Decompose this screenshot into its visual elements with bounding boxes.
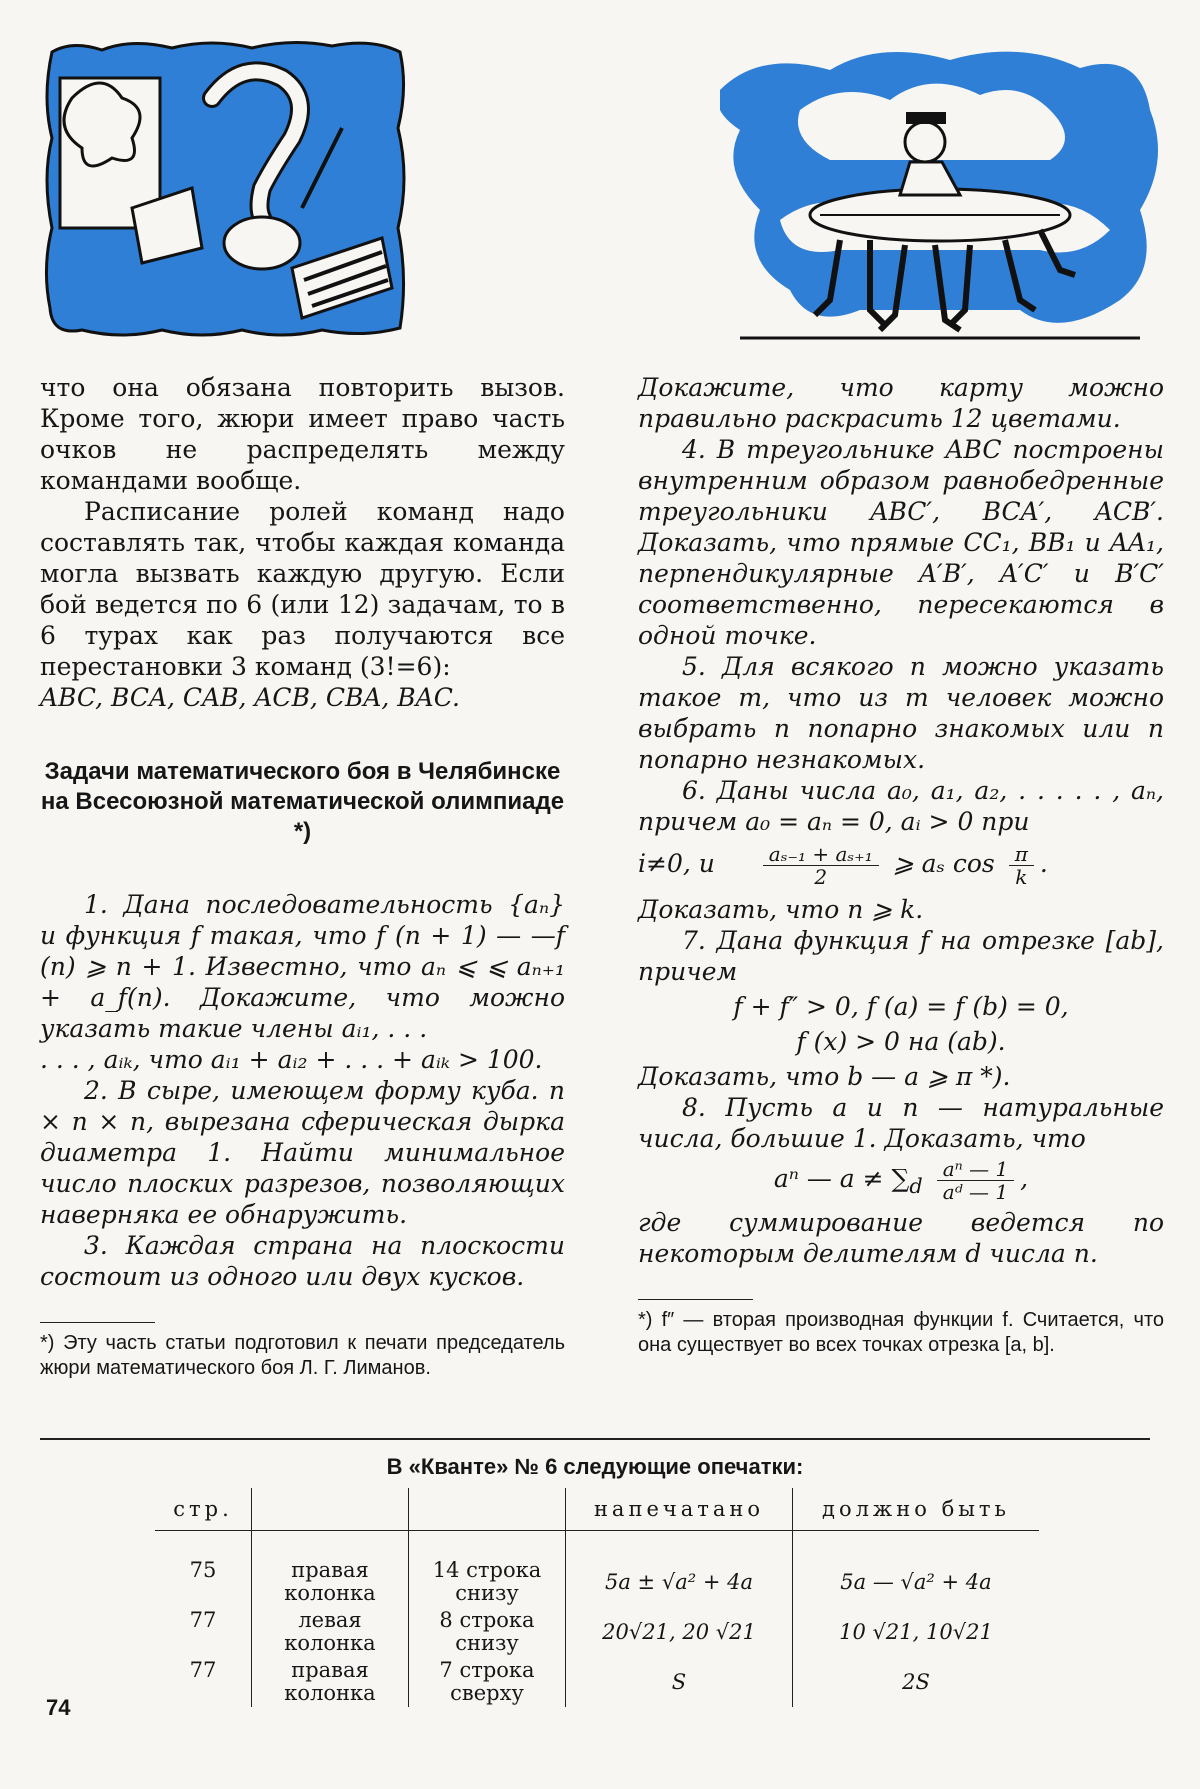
task-6-condition-mid: ⩾ aₛ cos xyxy=(892,849,995,878)
permutations-line: ABC, BCA, CAB, ACB, CBA, BAC. xyxy=(40,683,460,712)
cell-page: 77 xyxy=(189,1658,217,1682)
task-6-k: k xyxy=(1015,865,1028,889)
errata-rule xyxy=(40,1438,1150,1440)
footnote-right: *) f″ — вторая производная функции f. Считается, что она существует во всех точках отрезка [a, b]. xyxy=(638,1309,1164,1356)
task-3-continued: Докажите, что карту можно правильно раскрасить 12 цветами. xyxy=(638,373,1164,433)
task-2: 2. В сыре, имеющем форму куба. n × n × n, вырезана сферическая дырка диаметра 1. Найти минимальное число плоских разрезов, позволяющих наверняка ее обнаружить. xyxy=(40,1076,565,1229)
question-mark-painter-illustration xyxy=(42,38,410,340)
task-8-fraction-num: aⁿ — 1 xyxy=(937,1158,1014,1181)
task-1: 1. Дана последовательность {aₙ} и функция f такая, что f (n + 1) — —f (n) ⩾ n + 1. Известно, что aₙ ⩽ ⩽ aₙ₊₁ + a_f(n). Докажите, что можно указать такие члены aᵢ₁, . . . xyxy=(40,890,565,1043)
cell-printed: 5a ± √a² + 4a xyxy=(566,1531,793,1608)
cell-correct: 10 √21, 10√21 xyxy=(793,1607,1040,1657)
task-7-formula-2: f (x) > 0 на (ab). xyxy=(796,1027,1006,1056)
task-5: 5. Для всякого n можно указать такое m, что из m человек можно выбрать n попарно знакомых или n попарно незнакомых. xyxy=(638,652,1164,774)
section-heading: Задачи математического боя в Челябинске на Всесоюзной математической олимпиаде *) xyxy=(40,758,565,845)
task-8-fraction xyxy=(937,1158,1014,1203)
cell-line: 7 строка сверху xyxy=(409,1657,566,1707)
header-correct: должно быть xyxy=(793,1488,1040,1531)
cell-printed: 20√21, 20 √21 xyxy=(566,1607,793,1657)
task-4: 4. В треугольнике ABC построены внутренним образом равнобедренные треугольники ABC′, BCA′, ACB′. Доказать, что прямые CC₁, BB₁ и AA₁, перпендикулярные A′B′, A′C′ и B′C′ соответственно, пересекаются в одной точке. xyxy=(638,435,1164,650)
task-6-fraction-num: aₛ₋₁ + aₛ₊₁ xyxy=(763,843,879,866)
cell-line: 14 строка снизу xyxy=(409,1531,566,1608)
task-8-formula-left: aⁿ — a ≠ ∑ xyxy=(773,1164,910,1193)
cell-column: левая колонка xyxy=(252,1607,409,1657)
cell-line: 8 строка снизу xyxy=(409,1607,566,1657)
task-6-pi: π xyxy=(1009,843,1034,866)
right-column xyxy=(638,372,1164,1358)
cell-correct: 5a — √a² + 4a xyxy=(793,1531,1040,1608)
task-6-condition: i≠0, и $\frac{\text{aₛ₋₁ + aₛ₊₁}}{2}$ ⩾ aₛ cos $\frac{\pi}{k}$ . xyxy=(638,842,1048,889)
task-6-condition-left: i≠0, и xyxy=(638,849,715,878)
errata-header-row xyxy=(155,1488,1039,1531)
cell-correct: 2S xyxy=(793,1657,1040,1707)
footnote-rule-right xyxy=(638,1299,753,1300)
header-printed: напечатано xyxy=(566,1488,793,1531)
paragraph-intro: что она обязана повторить вызов. Кроме того, жюри имеет право часть очков не распределять между командами вообще. xyxy=(40,373,565,495)
task-1-inequality: . . . , aᵢₖ, что aᵢ₁ + aᵢ₂ + . . . + aᵢₖ > 100. xyxy=(40,1045,543,1074)
header-line xyxy=(409,1488,566,1531)
task-7-conclusion: Доказать, что b — a ⩾ π *). xyxy=(638,1062,1011,1091)
errata-title: В «Кванте» № 6 следующие опечатки: xyxy=(386,1454,804,1479)
errata-section xyxy=(40,1438,1150,1707)
table-row xyxy=(155,1607,1039,1657)
cell-column: правая колонка xyxy=(252,1657,409,1707)
table-row xyxy=(155,1657,1039,1707)
left-column xyxy=(40,372,565,1381)
task-6-conclusion: Доказать, что n ⩾ k. xyxy=(638,895,924,924)
cell-column: правая колонка xyxy=(252,1531,409,1608)
task-8: 8. Пусть a и n — натуральные числа, большие 1. Доказать, что xyxy=(638,1093,1164,1153)
task-6: 6. Даны числа a₀, a₁, a₂, . . . . . , aₙ, причем a₀ = aₙ = 0, aᵢ > 0 при xyxy=(638,776,1164,836)
page-number: 74 xyxy=(46,1695,71,1720)
errata-table xyxy=(155,1488,1039,1707)
paragraph-schedule: Расписание ролей команд надо составлять так, чтобы каждая команда могла вызвать каждую другую. Если бой ведется по 6 (или 12) задачам, то в 6 турах как раз получаются все перестановки 3 команд (3!=6): xyxy=(40,497,565,681)
header-page: стр. xyxy=(155,1488,252,1531)
footnote-left: *) Эту часть статьи подготовил к печати председатель жюри математического боя Л. Г. Лиманов. xyxy=(40,1332,565,1379)
task-6-fraction-den: 2 xyxy=(814,865,828,889)
task-8-note: где суммирование ведется по некоторым делителям d числа n. xyxy=(638,1208,1164,1268)
task-8-fraction-den: aᵈ — 1 xyxy=(942,1180,1009,1204)
task-7: 7. Дана функция f на отрезке [ab], причем xyxy=(638,926,1164,986)
task-3: 3. Каждая страна на плоскости состоит из одного или двух кусков. xyxy=(40,1231,565,1291)
task-8-formula: aⁿ — $a \ne \sum_d$ $\frac{\text{aⁿ — 1}}{\text{aᵈ — 1}}$ , xyxy=(773,1157,1029,1204)
cell-page: 75 xyxy=(189,1558,217,1582)
flying-saucer-crowd-illustration xyxy=(720,40,1170,350)
header-column xyxy=(252,1488,409,1531)
task-8-sum-index: d xyxy=(909,1174,923,1198)
cell-printed: S xyxy=(566,1657,793,1707)
task-6-fraction xyxy=(763,843,879,888)
footnote-rule xyxy=(40,1322,155,1323)
cell-page: 77 xyxy=(189,1608,217,1632)
task-6-pi-fraction xyxy=(1009,843,1034,888)
table-row xyxy=(155,1531,1039,1608)
task-7-formula-1: f + f″ > 0, f (a) = f (b) = 0, xyxy=(733,992,1069,1021)
